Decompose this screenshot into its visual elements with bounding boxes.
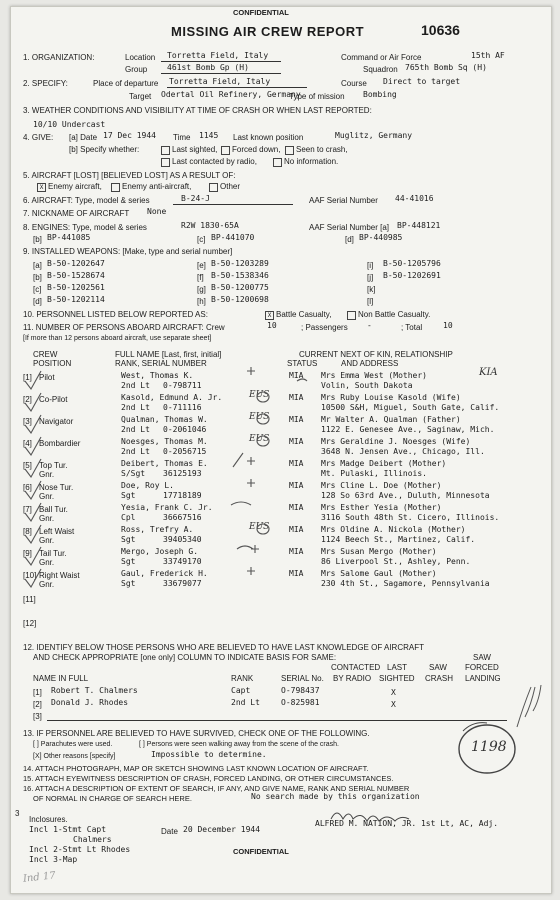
passengers-count: - <box>367 321 372 330</box>
lost-label: 5. AIRCRAFT [LOST] [BELIEVED LOST] AS A RESULT OF: <box>23 171 236 180</box>
margin-scribble <box>507 667 547 737</box>
checkbox-no-info <box>273 158 282 167</box>
inclosure-count: 3 <box>15 809 20 818</box>
crew-name: Noesges, Thomas M. <box>121 437 208 446</box>
opt-seen-crash: Seen to crash, <box>296 145 348 154</box>
engine-c: BP-441070 <box>211 233 255 242</box>
opt-other: Other <box>220 182 241 191</box>
inclosure-3: Incl 3-Map <box>29 855 78 864</box>
hdr-byradio: BY RADIO <box>333 674 372 683</box>
crew-status: MIA <box>289 415 304 424</box>
handwritten-note: Ind 17 <box>22 870 57 885</box>
checkbox-last-sighted <box>161 146 170 155</box>
weapon-key: [c] <box>33 285 42 294</box>
opt-forced-down: Forced down, <box>232 145 281 154</box>
crew-name: Deibert, Thomas E. <box>121 459 208 468</box>
opt-last-sighted: Last sighted, <box>172 145 218 154</box>
engine-d: BP-440985 <box>359 233 403 242</box>
opt-enemy-aircraft: Enemy aircraft, <box>48 182 102 191</box>
crew-position: Tail Tur. <box>39 549 67 558</box>
weapon-serial: B-50-1202561 <box>47 283 105 292</box>
engines-label: 8. ENGINES: Type, model & series <box>23 223 147 232</box>
weapon-serial: B-50-1200698 <box>211 295 269 304</box>
crew-num: [1] <box>23 373 32 382</box>
checkbox-enemy-aa <box>111 183 120 192</box>
crew-serial: 36125193 <box>163 469 202 478</box>
pencil-marks <box>11 363 551 623</box>
specify-label: 2. SPECIFY: <box>23 79 68 88</box>
hdr-rank-serial: RANK, SERIAL NUMBER <box>115 359 207 368</box>
checkbox-seen-crash <box>285 146 294 155</box>
time-label: Time <box>173 133 191 142</box>
stamp-number: 1198 <box>471 739 507 755</box>
crew-name: West, Thomas K. <box>121 371 194 380</box>
crew-note: EUS <box>249 390 270 400</box>
crew-address: 230 4th St., Sagamore, Pennsylvania <box>321 579 490 588</box>
crew-address: 1124 Beech St., Martinez, Calif. <box>321 535 476 544</box>
crew-status: MIA <box>289 393 304 402</box>
crew-status: MIA <box>289 481 304 490</box>
opt-radio: Last contacted by radio, <box>172 157 257 166</box>
crew-position: Navigator <box>39 417 74 426</box>
crew-num: [3] <box>23 417 32 426</box>
crew-status: MIA <box>289 503 304 512</box>
org-label: 1. ORGANIZATION: <box>23 53 95 62</box>
battle-mark: X <box>267 312 272 319</box>
engines-type: R2W 1830-65A <box>181 221 239 230</box>
inclosure-1b: Chalmers <box>73 835 112 844</box>
crew-serial: 0-798711 <box>163 381 202 390</box>
hdr-serial: SERIAL No. <box>281 674 324 683</box>
hdr-last: LAST <box>387 663 408 672</box>
attach-photo-label: 14. ATTACH PHOTOGRAPH, MAP OR SKETCH SHOWING LAST KNOWN LOCATION OF AIRCRAFT. <box>23 764 369 773</box>
checkbox-forced-down <box>221 146 230 155</box>
crew-num: [5] <box>23 461 32 470</box>
checkbox-nonbattle <box>347 311 356 320</box>
witness-rank: 2nd Lt <box>231 698 260 707</box>
crew-rank: Sgt <box>121 491 136 500</box>
witness-serial: O-798437 <box>281 686 320 695</box>
crew-position-2: Gnr. <box>39 558 55 567</box>
date-label: [a] Date <box>69 133 98 142</box>
enemy-aircraft-mark: X <box>39 184 44 191</box>
date-value: 17 Dec 1944 <box>103 131 156 140</box>
squadron-label: Squadron <box>363 65 398 74</box>
hdr-saw-1: SAW <box>473 653 491 662</box>
crew-note: KIA <box>479 367 498 378</box>
crew-position-2: Gnr. <box>39 470 55 479</box>
crew-kin: Mrs Geraldine J. Noesges (Wife) <box>321 437 471 446</box>
position-label: Last known position <box>233 133 304 142</box>
crew-name: Kasold, Edmund A. Jr. <box>121 393 223 402</box>
hdr-name-full: NAME IN FULL <box>33 674 89 683</box>
witness-key: [2] <box>33 700 42 709</box>
crew-kin: Mrs Oldine A. Nickola (Mother) <box>321 525 466 534</box>
witness-name: Donald J. Rhodes <box>51 698 129 707</box>
opt-no-info: No information. <box>284 157 339 166</box>
crew-serial: 17718189 <box>163 491 202 500</box>
crew-count: 10 <box>267 321 277 330</box>
crew-position-2: Gnr. <box>39 536 55 545</box>
signature-scribble <box>329 807 419 823</box>
crew-position: Bombardier <box>39 439 81 448</box>
command-label: Command or Air Force <box>341 53 422 62</box>
crew-num: [12] <box>23 619 37 628</box>
crew-rank: 2nd Lt <box>121 403 150 412</box>
hdr-landing: LANDING <box>465 674 501 683</box>
crew-num: [8] <box>23 527 32 536</box>
engines-serial-label: AAF Serial Number [a] <box>309 223 390 232</box>
group-line <box>161 73 281 74</box>
hdr-kin: CURRENT NEXT OF KIN, RELATIONSHIP <box>299 350 453 359</box>
departure-label: Place of departure <box>93 79 159 88</box>
classification-bottom: CONFIDENTIAL <box>233 847 289 856</box>
attach-eyewitness-label: 15. ATTACH EYEWITNESS DESCRIPTION OF CRASH, FORCED LANDING, OR OTHER CIRCUMSTANCES. <box>23 774 394 783</box>
crew-note: EUS <box>249 522 270 532</box>
survived-label: 13. IF PERSONNEL ARE BELIEVED TO HAVE SURVIVED, CHECK ONE OF THE FOLLOWING. <box>23 729 370 738</box>
footer-date-label: Date <box>161 827 178 836</box>
crew-serial: 33749170 <box>163 557 202 566</box>
checkbox-other <box>209 183 218 192</box>
crew-status: MIA <box>289 547 304 556</box>
weapon-key: [d] <box>33 297 42 306</box>
crew-address: 10500 S&H, Miguel, South Gate, Calif. <box>321 403 500 412</box>
location-label: Location <box>125 53 156 62</box>
opt-enemy-aa: Enemy anti-aircraft, <box>122 182 192 191</box>
crew-rank: Sgt <box>121 535 136 544</box>
crew-rank: Cpl <box>121 513 136 522</box>
passengers-label: ; Passengers <box>301 323 348 332</box>
hdr-crash: CRASH <box>425 674 454 683</box>
nickname-value: None <box>147 207 167 216</box>
departure-value: Torretta Field, Italy <box>169 77 271 86</box>
aircraft-serial: 44-41016 <box>395 194 434 203</box>
crew-name: Gaul, Frederick H. <box>121 569 208 578</box>
weapon-key: [k] <box>367 285 376 294</box>
crew-name: Mergo, Joseph G. <box>121 547 199 556</box>
crew-position: Co-Pilot <box>39 395 68 404</box>
identify-label-2: AND CHECK APPROPRIATE [one only] COLUMN TO INDICATE BASIS FOR SAME: <box>33 653 337 662</box>
mission-value: Bombing <box>363 90 397 99</box>
crew-kin: Mrs Susan Mergo (Mother) <box>321 547 437 556</box>
report-title: MISSING AIR CREW REPORT <box>171 24 365 39</box>
crew-num: [9] <box>23 549 32 558</box>
crew-serial: 0-711116 <box>163 403 202 412</box>
personnel-label: 10. PERSONNEL LISTED BELOW REPORTED AS: <box>23 310 208 319</box>
crew-serial: 0-2056715 <box>163 447 207 456</box>
crew-status: MIA <box>289 525 304 534</box>
crew-status: MIA <box>289 437 304 446</box>
aircraft-serial-label: AAF Serial Number <box>309 196 378 205</box>
location-value: Torretta Field, Italy <box>167 51 269 60</box>
crew-rank: 2nd Lt <box>121 381 150 390</box>
crew-kin: Mrs Salome Gaul (Mother) <box>321 569 437 578</box>
crew-name: Yesia, Frank C. Jr. <box>121 503 213 512</box>
weather-label: 3. WEATHER CONDITIONS AND VISIBILITY AT TIME OF CRASH OR WHEN LAST REPORTED: <box>23 106 372 115</box>
weapon-key: [e] <box>197 261 206 270</box>
crew-name: Ross, Trefry A. <box>121 525 194 534</box>
aircraft-type-line <box>173 204 293 205</box>
weapon-key: [b] <box>33 273 42 282</box>
hdr-sighted: SIGHTED <box>379 674 415 683</box>
checkbox-battle <box>265 311 274 320</box>
weapon-key: [i] <box>367 261 374 270</box>
engine-b: BP-441085 <box>47 233 91 242</box>
departure-line <box>167 87 307 88</box>
crew-kin: Mr Walter A. Qualman (Father) <box>321 415 461 424</box>
group-value: 461st Bomb Gp (H) <box>167 63 249 72</box>
hdr-position: POSITION <box>33 359 72 368</box>
crew-serial: 36667516 <box>163 513 202 522</box>
crew-num: [4] <box>23 439 32 448</box>
weapon-serial: B-50-1202114 <box>47 295 105 304</box>
search-value: No search made by this organization <box>251 792 420 801</box>
crew-position: Top Tur. <box>39 461 68 470</box>
crew-kin: Mrs Madge Deibert (Mother) <box>321 459 447 468</box>
crew-address: Mt. Pulaski, Illinois. <box>321 469 427 478</box>
checkbox-enemy-aircraft <box>37 183 46 192</box>
crew-status: MIA <box>289 459 304 468</box>
hdr-saw-2: SAW <box>429 663 447 672</box>
position-value: Muglitz, Germany <box>335 131 413 140</box>
crew-kin: Mrs Ruby Louise Kasold (Wife) <box>321 393 461 402</box>
location-line <box>161 61 281 62</box>
crew-position-2: Gnr. <box>39 580 55 589</box>
inclosure-2: Incl 2-Stmt Lt Rhodes <box>29 845 131 854</box>
crew-num: [6] <box>23 483 32 492</box>
witness-mark: X <box>391 688 396 697</box>
crew-rank: 2nd Lt <box>121 425 150 434</box>
hdr-forced: FORCED <box>465 663 499 672</box>
weapon-serial: B-50-1528674 <box>47 271 105 280</box>
crew-address: Volin, South Dakota <box>321 381 413 390</box>
time-value: 1145 <box>199 131 219 140</box>
crew-kin: Mrs Esther Yesia (Mother) <box>321 503 442 512</box>
crew-kin: Mrs Cline L. Doe (Mother) <box>321 481 442 490</box>
witness-name: Robert T. Chalmers <box>51 686 138 695</box>
crew-kin: Mrs Emma West (Mother) <box>321 371 427 380</box>
crew-address: 3648 N. Jensen Ave., Chicago, Ill. <box>321 447 485 456</box>
crew-address: 128 So 63rd Ave., Duluth, Minnesota <box>321 491 490 500</box>
specify-whether-label: [b] Specify whether: <box>69 145 140 154</box>
crew-rank: 2nd Lt <box>121 447 150 456</box>
weapons-label: 9. INSTALLED WEAPONS: [Make, type and serial number] <box>23 247 233 256</box>
hdr-address: AND ADDRESS <box>341 359 399 368</box>
inclosures-label: Inclosures. <box>29 815 68 824</box>
weapon-serial: B-50-1205796 <box>383 259 441 268</box>
hdr-fullname: FULL NAME [Last, first, initial] <box>115 350 222 359</box>
weapon-key: [a] <box>33 261 42 270</box>
crew-address: 3116 South 48th St. Cicero, Illinois. <box>321 513 500 522</box>
crew-position: Nose Tur. <box>39 483 74 492</box>
weapon-key: [h] <box>197 297 206 306</box>
hdr-status: STATUS <box>287 359 318 368</box>
hdr-contacted: CONTACTED <box>331 663 381 672</box>
crew-status: MIA <box>289 371 304 380</box>
witness-key: [1] <box>33 688 42 697</box>
signature-block: ALFRED M. NATION, JR. 1st Lt, AC, Adj. <box>315 819 499 828</box>
identify-label-1: 12. IDENTIFY BELOW THOSE PERSONS WHO ARE BELIEVED TO HAVE LAST KNOWLEDGE OF AIRCRAFT <box>23 643 424 652</box>
survived-b: [ ] Persons were seen walking away from the scene of the crash. <box>139 741 339 748</box>
total-count: 10 <box>443 321 453 330</box>
attach-search-label-2: OF NORMAL IN CHARGE OF SEARCH HERE. <box>33 794 192 803</box>
persons-note: [If more than 12 persons aboard aircraft, use separate sheet] <box>23 335 212 342</box>
aircraft-type: B-24-J <box>181 194 210 203</box>
crew-num: [2] <box>23 395 32 404</box>
persons-label: 11. NUMBER OF PERSONS ABOARD AIRCRAFT: Crew <box>23 323 225 332</box>
crew-position: Ball Tur. <box>39 505 68 514</box>
classification-top: CONFIDENTIAL <box>233 8 289 17</box>
opt-nonbattle: Non Battle Casualty. <box>358 310 431 319</box>
squadron-value: 765th Bomb Sq (H) <box>405 63 487 72</box>
witness-serial: O-825981 <box>281 698 320 707</box>
inclosure-1: Incl 1-Stmt Capt <box>29 825 107 834</box>
attach-search-label-1: 16. ATTACH A DESCRIPTION OF EXTENT OF SEARCH, IF ANY, AND GIVE NAME, RANK AND SERIAL NUMBER <box>23 784 410 793</box>
footer-date: 20 December 1944 <box>183 825 261 834</box>
opt-battle: Battle Casualty, <box>276 310 332 319</box>
course-value: Direct to target <box>383 77 461 86</box>
weapon-serial: B-50-1202691 <box>383 271 441 280</box>
target-label: Target <box>129 92 152 101</box>
command-value: 15th AF <box>471 51 505 60</box>
crew-address: 86 Liverpool St., Ashley, Penn. <box>321 557 471 566</box>
engine-a: BP-448121 <box>397 221 441 230</box>
nickname-label: 7. NICKNAME OF AIRCRAFT <box>23 209 130 218</box>
total-label: ; Total <box>401 323 423 332</box>
crew-position-2: Gnr. <box>39 514 55 523</box>
weapon-key: [g] <box>197 285 206 294</box>
weapon-key: [f] <box>197 273 204 282</box>
engine-c-label: [c] <box>197 235 206 244</box>
hdr-rank: RANK <box>231 674 254 683</box>
give-label: 4. GIVE: <box>23 133 54 142</box>
crew-note: EUS <box>249 434 270 444</box>
checkbox-radio <box>161 158 170 167</box>
weapon-serial: B-50-1203289 <box>211 259 269 268</box>
engine-b-label: [b] <box>33 235 42 244</box>
report-page <box>10 6 552 894</box>
crew-num: [11] <box>23 595 36 604</box>
crew-name: Doe, Roy L. <box>121 481 174 490</box>
witness-key: [3] <box>33 712 42 721</box>
engine-d-label: [d] <box>345 235 354 244</box>
aircraft-label: 6. AIRCRAFT: Type, model & series <box>23 196 150 205</box>
weapon-key: [j] <box>367 273 374 282</box>
weapon-serial: B-50-1202647 <box>47 259 105 268</box>
crew-name: Qualman, Thomas W. <box>121 415 208 424</box>
crew-position: Pilot <box>39 373 55 382</box>
crew-num: [10] <box>23 571 37 580</box>
weapon-key: [l] <box>367 297 374 306</box>
crew-address: 1122 E. Genesee Ave., Saginaw, Mich. <box>321 425 495 434</box>
weapon-serial: B-50-1200775 <box>211 283 269 292</box>
weather-value: 10/10 Undercast <box>33 120 106 129</box>
crew-position-2: Gnr. <box>39 492 55 501</box>
group-label: Group <box>125 65 148 74</box>
survived-a: [ ] Parachutes were used. <box>33 741 113 748</box>
crew-num: [7] <box>23 505 32 514</box>
crew-serial: 39405340 <box>163 535 202 544</box>
crew-rank: Sgt <box>121 557 136 566</box>
weapon-serial: B-50-1538346 <box>211 271 269 280</box>
survived-reason: Impossible to determine. <box>151 750 267 759</box>
crew-rank: S/Sgt <box>121 469 146 478</box>
target-value: Odertal Oil Refinery, Germany <box>161 90 301 99</box>
crew-note: EUS <box>249 412 270 422</box>
crew-position: Right Waist <box>39 571 80 580</box>
report-number: 10636 <box>421 22 460 38</box>
crew-serial: 0-2061046 <box>163 425 207 434</box>
hdr-crew: CREW <box>33 350 58 359</box>
crew-serial: 33679077 <box>163 579 202 588</box>
crew-status: MIA <box>289 569 304 578</box>
course-label: Course <box>341 79 367 88</box>
witness-mark: X <box>391 700 396 709</box>
crew-rank: Sgt <box>121 579 136 588</box>
witness-rank: Capt <box>231 686 251 695</box>
witness-line <box>47 720 507 721</box>
mission-label: Type of mission <box>289 92 345 101</box>
crew-position: Left Waist <box>39 527 75 536</box>
survived-c: [X] Other reasons [specify] <box>33 753 116 760</box>
